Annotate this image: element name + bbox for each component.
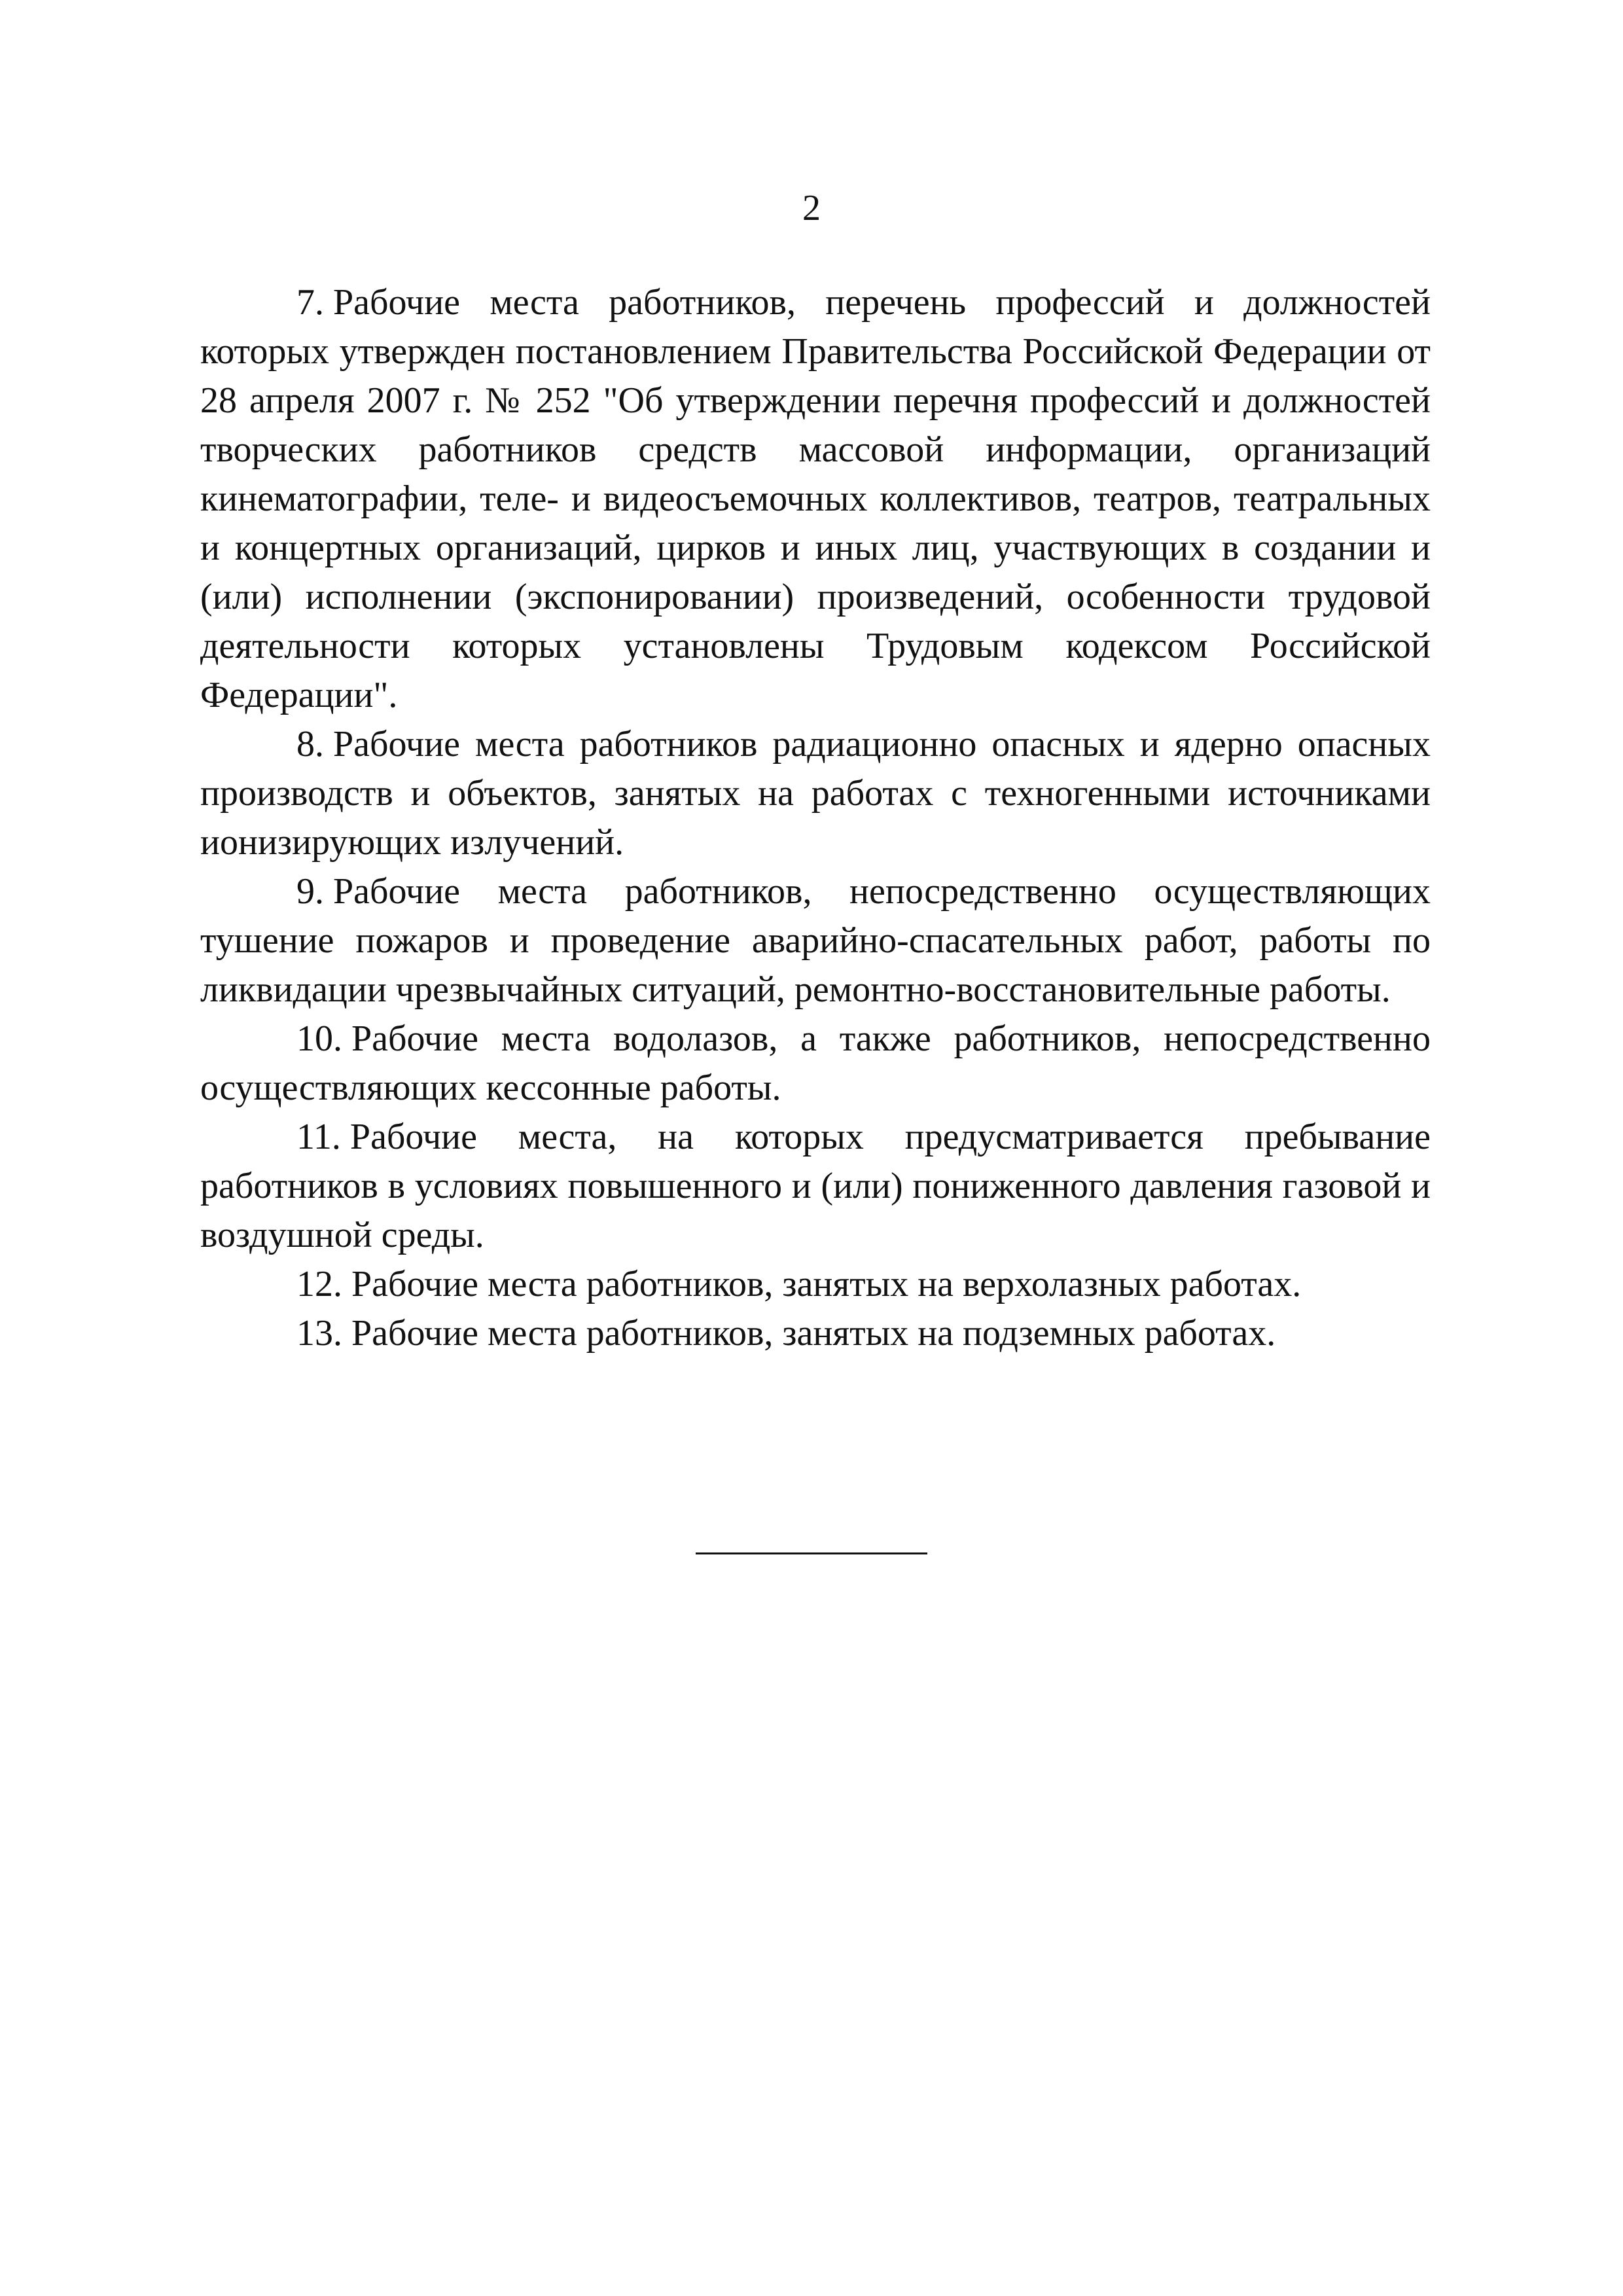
item-text: Рабочие места водолазов, а также работников, непосредственно осуществляющих кессонные работы. — [200, 1018, 1431, 1108]
list-item-10 — [200, 1014, 1431, 1113]
item-number: 9. — [296, 871, 324, 912]
item-number: 12. — [296, 1264, 342, 1304]
list-item-13 — [200, 1309, 1431, 1358]
page-number: 2 — [802, 188, 821, 228]
item-number: 8. — [296, 724, 324, 764]
item-text: Рабочие места работников, занятых на подземных работах. — [351, 1313, 1276, 1354]
list-item-7 — [200, 278, 1431, 720]
item-text: Рабочие места, на которых предусматривается пребывание работников в условиях повышенного и (или) пониженного давления газовой и воздушной среды. — [200, 1117, 1431, 1255]
item-number: 13. — [296, 1313, 342, 1354]
list-item-9 — [200, 867, 1431, 1014]
list-item-11 — [200, 1113, 1431, 1260]
item-number: 7. — [296, 282, 324, 323]
item-text: Рабочие места работников, занятых на верхолазных работах. — [351, 1264, 1302, 1304]
item-number: 11. — [296, 1117, 341, 1157]
item-text: Рабочие места работников радиационно опасных и ядерно опасных производств и объектов, занятых на работах с техногенными источниками ионизирующих излучений. — [200, 724, 1431, 863]
list-item-8 — [200, 720, 1431, 867]
item-number: 10. — [296, 1018, 342, 1059]
item-text: Рабочие места работников, непосредственно осуществляющих тушение пожаров и проведение аварийно-спасательных работ, работы по ликвидации чрезвычайных ситуаций, ремонтно-восстановительные работы. — [200, 871, 1431, 1010]
item-text: Рабочие места работников, перечень профессий и должностей которых утвержден постановлением Правительства Российской Федерации от 28 апреля 2007 г. № 252 "Об утверждении перечня профессий и должностей творческих работников средств массовой информации, организаций кинематографии, теле- и видеосъемочных коллективов, театров, театральных и концертных организаций, цирков и иных лиц, участвующих в создании и (или) исполнении (экспонировании) произведений, особенности трудовой деятельности которых установлены Трудовым кодексом Российской Федерации". — [200, 282, 1431, 715]
list-item-12 — [200, 1260, 1431, 1309]
end-of-document-rule — [696, 1552, 927, 1554]
document-body — [200, 278, 1431, 1358]
